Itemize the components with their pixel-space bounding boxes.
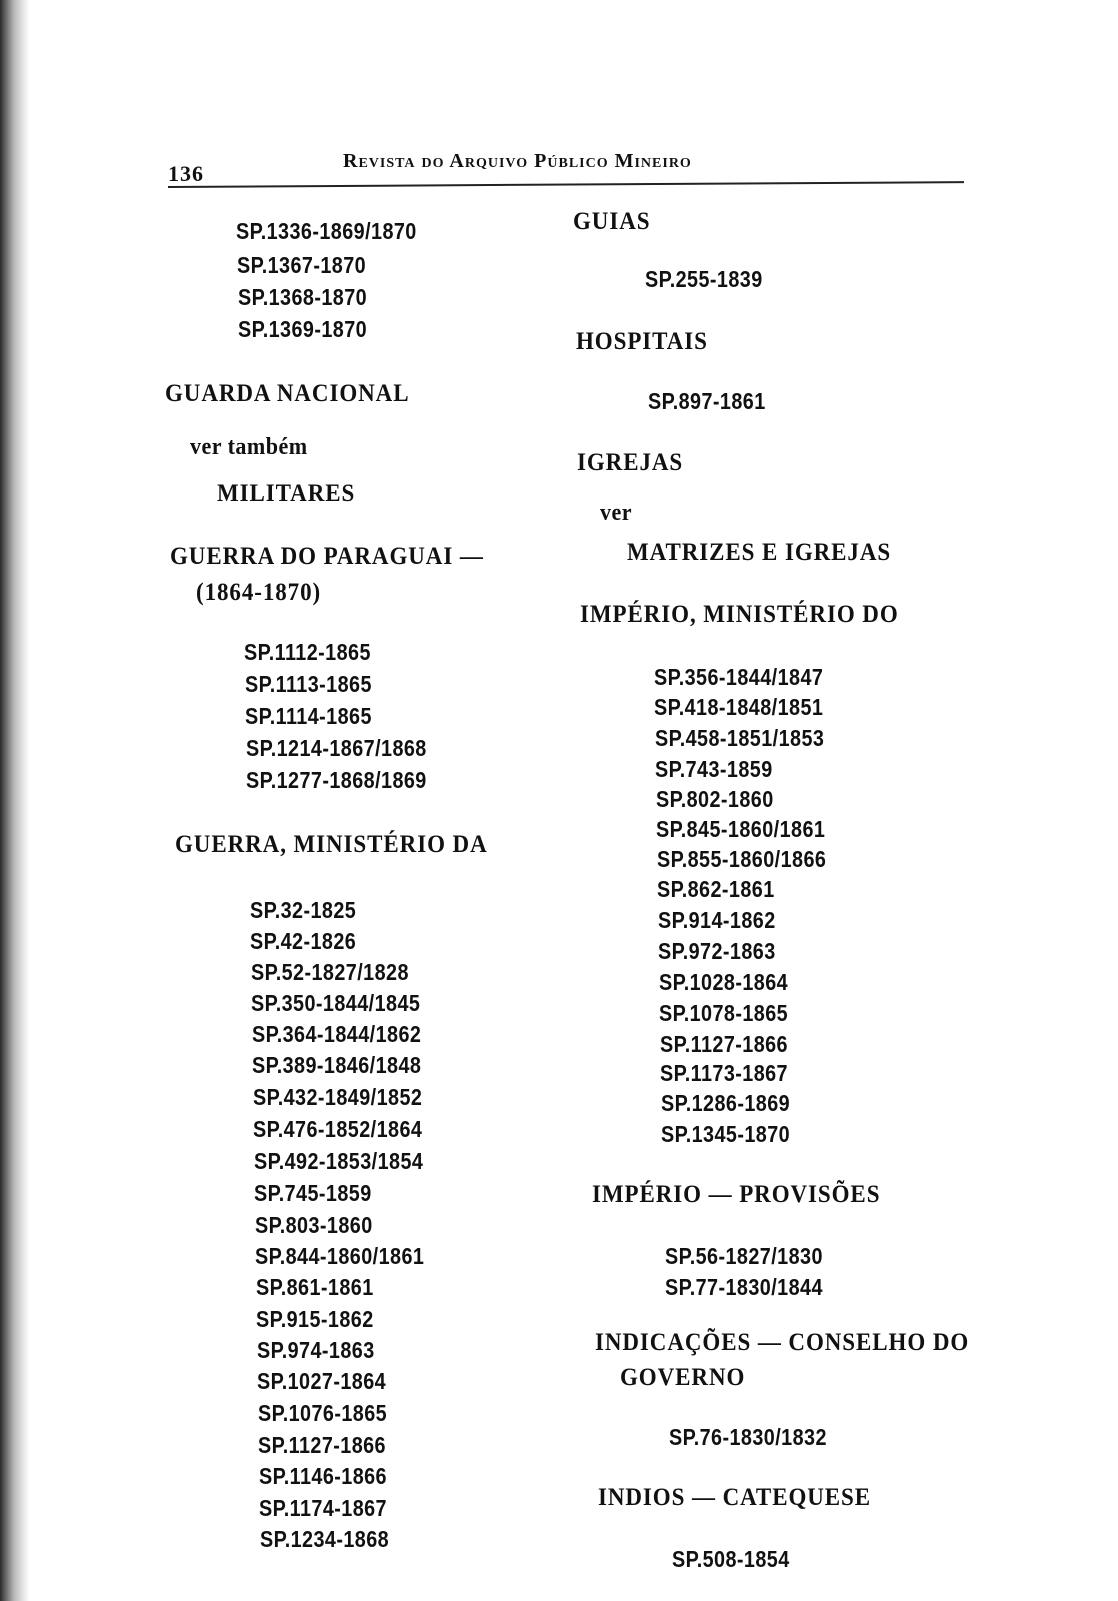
index-heading: INDIOS — CATEQUESE xyxy=(598,1484,872,1511)
index-reference: SP.1173-1867 xyxy=(660,1060,789,1086)
index-reference: SP.1345-1870 xyxy=(661,1121,791,1147)
index-reference: SP.861-1861 xyxy=(256,1274,374,1300)
index-reference: SP.32-1825 xyxy=(250,897,357,923)
index-heading: GUERRA, MINISTÉRIO DA xyxy=(175,831,488,858)
index-heading: GUERRA DO PARAGUAI — xyxy=(170,543,484,570)
index-reference: SP.844-1860/1861 xyxy=(255,1243,425,1269)
index-reference: SP.418-1848/1851 xyxy=(654,694,824,720)
index-reference: SP.915-1862 xyxy=(256,1306,374,1332)
index-reference: SP.974-1863 xyxy=(257,1337,375,1363)
index-reference: SP.897-1861 xyxy=(648,388,766,414)
index-reference: SP.914-1862 xyxy=(658,907,776,933)
index-heading: GUIAS xyxy=(573,208,651,235)
index-reference: SP.1113-1865 xyxy=(245,671,372,697)
index-reference: SP.1028-1864 xyxy=(659,969,789,995)
index-reference: SP.1336-1869/1870 xyxy=(236,218,417,244)
index-reference: SP.42-1826 xyxy=(250,928,357,954)
index-reference: SP.492-1853/1854 xyxy=(254,1148,424,1174)
index-reference: SP.1368-1870 xyxy=(238,284,368,310)
index-reference: SP.743-1859 xyxy=(655,756,773,782)
index-reference: SP.862-1861 xyxy=(657,876,775,902)
index-reference: SP.1214-1867/1868 xyxy=(246,735,427,761)
index-reference: SP.76-1830/1832 xyxy=(669,1424,827,1450)
index-heading: HOSPITAIS xyxy=(576,328,708,355)
index-reference: SP.1078-1865 xyxy=(659,1000,789,1026)
index-reference: SP.1112-1865 xyxy=(244,639,371,665)
index-reference: SP.1146-1866 xyxy=(259,1463,388,1489)
index-heading: IGREJAS xyxy=(577,449,684,476)
index-reference: SP.803-1860 xyxy=(255,1212,373,1238)
index-reference: SP.77-1830/1844 xyxy=(665,1274,823,1300)
index-reference: SP.1367-1870 xyxy=(237,252,367,278)
index-heading: IMPÉRIO, MINISTÉRIO DO xyxy=(580,601,899,628)
index-reference: SP.56-1827/1830 xyxy=(665,1243,823,1269)
index-reference: SP.1127-1866 xyxy=(660,1031,789,1057)
cross-reference-label: ver também xyxy=(190,434,308,460)
index-reference: SP.1277-1868/1869 xyxy=(246,767,427,793)
index-reference: SP.1174-1867 xyxy=(259,1495,388,1521)
index-reference: SP.508-1854 xyxy=(672,1546,790,1572)
running-title: Revista do Arquivo Público Mineiro xyxy=(343,150,692,172)
index-reference: SP.350-1844/1845 xyxy=(251,990,421,1016)
index-reference: SP.855-1860/1866 xyxy=(657,846,827,872)
index-reference: SP.364-1844/1862 xyxy=(252,1021,422,1047)
index-heading-continuation: GOVERNO xyxy=(620,1364,746,1391)
index-reference: SP.52-1827/1828 xyxy=(251,959,409,985)
index-reference: SP.1127-1866 xyxy=(258,1432,387,1458)
index-heading: INDICAÇÕES — CONSELHO DO xyxy=(595,1329,970,1356)
index-reference: SP.356-1844/1847 xyxy=(654,664,824,690)
index-reference: SP.255-1839 xyxy=(645,266,763,292)
cross-reference-target: MILITARES xyxy=(217,480,356,507)
index-heading-continuation: (1864-1870) xyxy=(196,579,322,606)
index-heading: GUARDA NACIONAL xyxy=(165,380,410,407)
index-reference: SP.1286-1869 xyxy=(661,1090,791,1116)
index-reference: SP.476-1852/1864 xyxy=(253,1116,423,1142)
index-reference: SP.1114-1865 xyxy=(245,703,372,729)
cross-reference-target: MATRIZES E IGREJAS xyxy=(627,539,892,566)
index-reference: SP.802-1860 xyxy=(656,786,774,812)
page-number: 136 xyxy=(168,161,204,186)
index-reference: SP.458-1851/1853 xyxy=(655,725,825,751)
index-reference: SP.432-1849/1852 xyxy=(253,1084,423,1110)
index-reference: SP.1027-1864 xyxy=(257,1368,387,1394)
index-reference: SP.972-1863 xyxy=(658,938,776,964)
index-reference: SP.845-1860/1861 xyxy=(656,816,826,842)
index-reference: SP.745-1859 xyxy=(254,1180,372,1206)
index-reference: SP.389-1846/1848 xyxy=(252,1052,422,1078)
index-reference: SP.1234-1868 xyxy=(260,1526,390,1552)
index-reference: SP.1369-1870 xyxy=(238,316,368,342)
cross-reference-label: ver xyxy=(600,500,633,526)
index-heading: IMPÉRIO — PROVISÕES xyxy=(592,1181,881,1208)
index-reference: SP.1076-1865 xyxy=(258,1400,388,1426)
